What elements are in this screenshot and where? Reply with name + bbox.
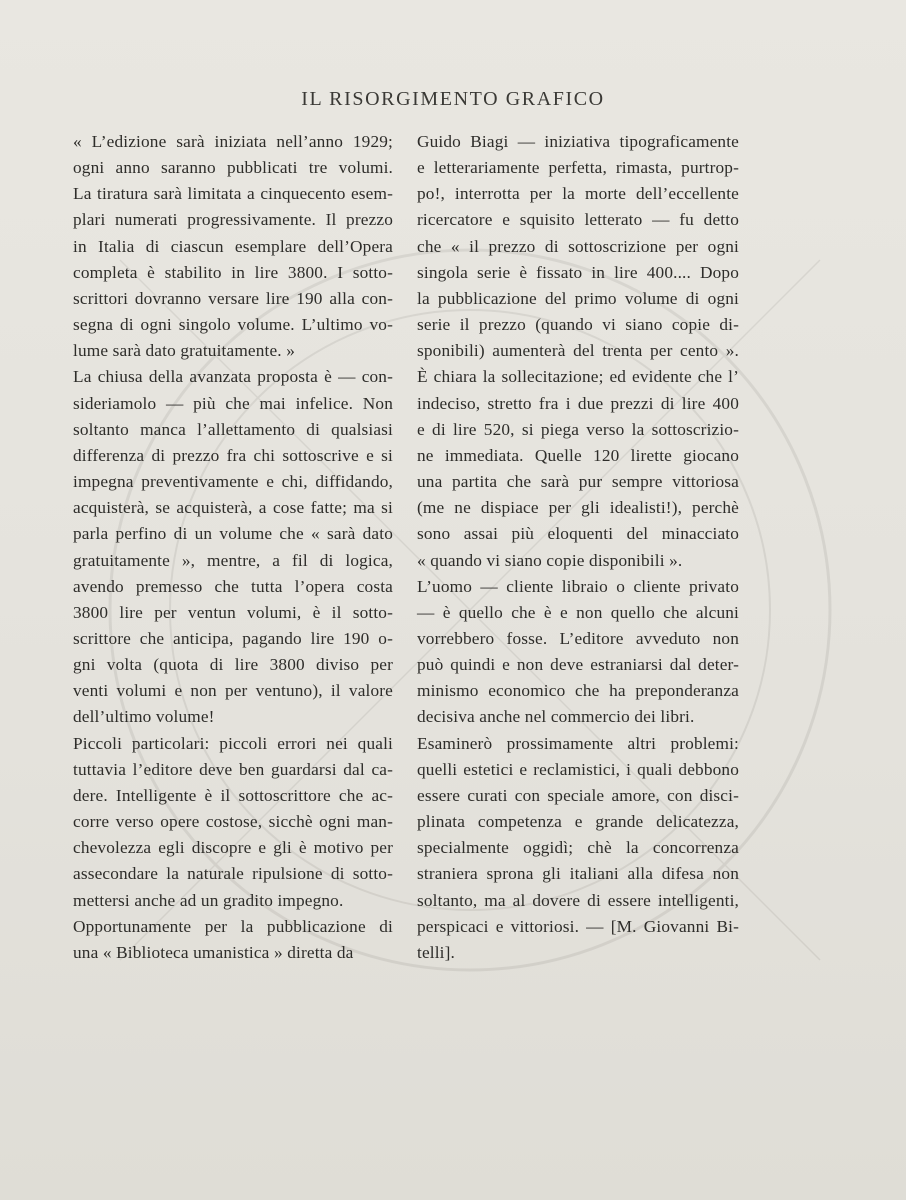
text-line: decisiva anche nel commercio dei libri. xyxy=(417,707,695,727)
text-line: È chiara la sollecitazione; ed evidente che l’ xyxy=(417,367,739,387)
text-line: corre verso opere costose, sicchè ogni man- xyxy=(73,812,393,832)
text-line: L’uomo — cliente libraio o cliente privato xyxy=(417,576,739,596)
text-line: Guido Biagi — iniziativa tipograficamente xyxy=(417,132,739,151)
left-column xyxy=(73,129,393,966)
text-line: sideriamolo — più che mai infelice. Non xyxy=(73,393,393,413)
text-line: singola serie è fissato in lire 400.... Dopo xyxy=(417,262,739,282)
text-line: specialmente oggidì; chè la concorrenza xyxy=(417,838,739,858)
text-line: e letterariamente perfetta, rimasta, purtrop- xyxy=(417,158,739,178)
text-line: impegna preventivamente e chi, diffidando, xyxy=(73,472,393,492)
text-line: dell’ultimo volume! xyxy=(73,707,215,727)
text-line: scrittore che anticipa, pagando lire 190 o- xyxy=(73,628,393,648)
text-line: parla perfino di un volume che « sarà dato xyxy=(73,524,393,544)
right-column xyxy=(417,129,739,966)
text-line: e di lire 520, si piega verso la sottoscrizio- xyxy=(417,419,739,439)
text-line: — è quello che è e non quello che alcuni xyxy=(417,602,739,622)
text-line: scrittori dovranno versare lire 190 alla con- xyxy=(73,288,393,308)
text-line: ricercatore e squisito letterato — fu detto xyxy=(417,210,739,230)
text-line: Esaminerò prossimamente altri problemi: xyxy=(417,733,739,753)
text-line: sono assai più eloquenti del minacciato xyxy=(417,524,739,544)
text-line: telli]. xyxy=(417,942,456,962)
text-line: indeciso, stretto fra i due prezzi di lire 400 xyxy=(417,393,739,413)
text-line: venti volumi e non per ventuno), il valore xyxy=(73,681,393,701)
text-line: una partita che sarà pur sempre vittoriosa xyxy=(417,472,739,492)
text-line: che « il prezzo di sottoscrizione per ogni xyxy=(417,236,739,256)
text-line: plari numerati progressivamente. Il prezzo xyxy=(73,210,393,230)
text-line: differenza di prezzo fra chi sottoscrive e si xyxy=(73,445,393,465)
text-line: dere. Intelligente è il sottoscrittore che ac- xyxy=(73,785,393,805)
text-line: perspicaci e vittoriosi. — [M. Giovanni Bi- xyxy=(417,916,739,936)
text-line: straniera sprona gli italiani alla difesa non xyxy=(417,864,739,884)
text-line: serie il prezzo (quando vi siano copie di- xyxy=(417,315,739,335)
text-line: una « Biblioteca umanistica » diretta da xyxy=(73,942,354,962)
text-line: segna di ogni singolo volume. L’ultimo vo- xyxy=(73,315,393,335)
text-line: in Italia di ciascun esemplare dell’Opera xyxy=(73,236,393,256)
text-line: completa è stabilito in lire 3800. I sotto- xyxy=(73,262,393,282)
text-line: gni volta (quota di lire 3800 diviso per xyxy=(73,655,393,675)
text-line: soltanto manca l’allettamento di qualsiasi xyxy=(73,419,393,439)
text-line: acquisterà, se acquisterà, a cose fatte; ma si xyxy=(73,498,393,518)
text-line: La chiusa della avanzata proposta è — con- xyxy=(73,367,393,387)
text-line: quelli estetici e reclamistici, i quali debbono xyxy=(417,759,739,779)
text-line: (me ne dispiace per gli idealisti!), perchè xyxy=(417,498,739,518)
running-header: IL RISORGIMENTO GRAFICO xyxy=(301,88,605,110)
text-line: Piccoli particolari: piccoli errori nei quali xyxy=(73,733,393,753)
text-line: Opportunamente per la pubblicazione di xyxy=(73,916,393,936)
text-line: 3800 lire per ventun volumi, è il sotto- xyxy=(73,602,393,622)
text-line: minismo economico che ha preponderanza xyxy=(417,681,739,701)
text-line: essere curati con speciale amore, con disci- xyxy=(417,785,739,805)
text-line: po!, interrotta per la morte dell’eccellente xyxy=(417,184,739,204)
text-line: soltanto, ma al dovere di essere intelligenti, xyxy=(417,890,739,910)
text-line: ne immediata. Quelle 120 lirette giocano xyxy=(417,445,739,465)
text-line: lume sarà dato gratuitamente. » xyxy=(73,341,296,361)
text-line: ogni anno saranno pubblicati tre volumi. xyxy=(73,158,393,178)
text-line: tuttavia l’editore deve ben guardarsi dal ca- xyxy=(73,759,393,779)
text-line: plinata competenza e grande delicatezza, xyxy=(417,812,739,832)
text-line: la pubblicazione del primo volume di ogni xyxy=(417,288,739,308)
text-line: gratuitamente », mentre, a fil di logica, xyxy=(73,550,393,570)
text-line: chevolezza egli discopre e gli è motivo per xyxy=(73,838,393,858)
text-line: mettersi anche ad un gradito impegno. xyxy=(73,890,344,910)
text-line: può quindi e non deve estraniarsi dal deter- xyxy=(417,655,739,675)
text-line: vorrebbero fosse. L’editore avveduto non xyxy=(417,628,739,648)
text-line: sponibili) aumenterà del trenta per cento ». xyxy=(417,341,739,361)
text-line: « L’edizione sarà iniziata nell’anno 1929; xyxy=(73,132,393,151)
text-line: assecondare la naturale ripulsione di sotto- xyxy=(73,864,393,884)
text-line: La tiratura sarà limitata a cinquecento esem- xyxy=(73,184,393,204)
text-line: « quando vi siano copie disponibili ». xyxy=(417,550,683,570)
text-line: avendo premesso che tutta l’opera costa xyxy=(73,576,393,596)
